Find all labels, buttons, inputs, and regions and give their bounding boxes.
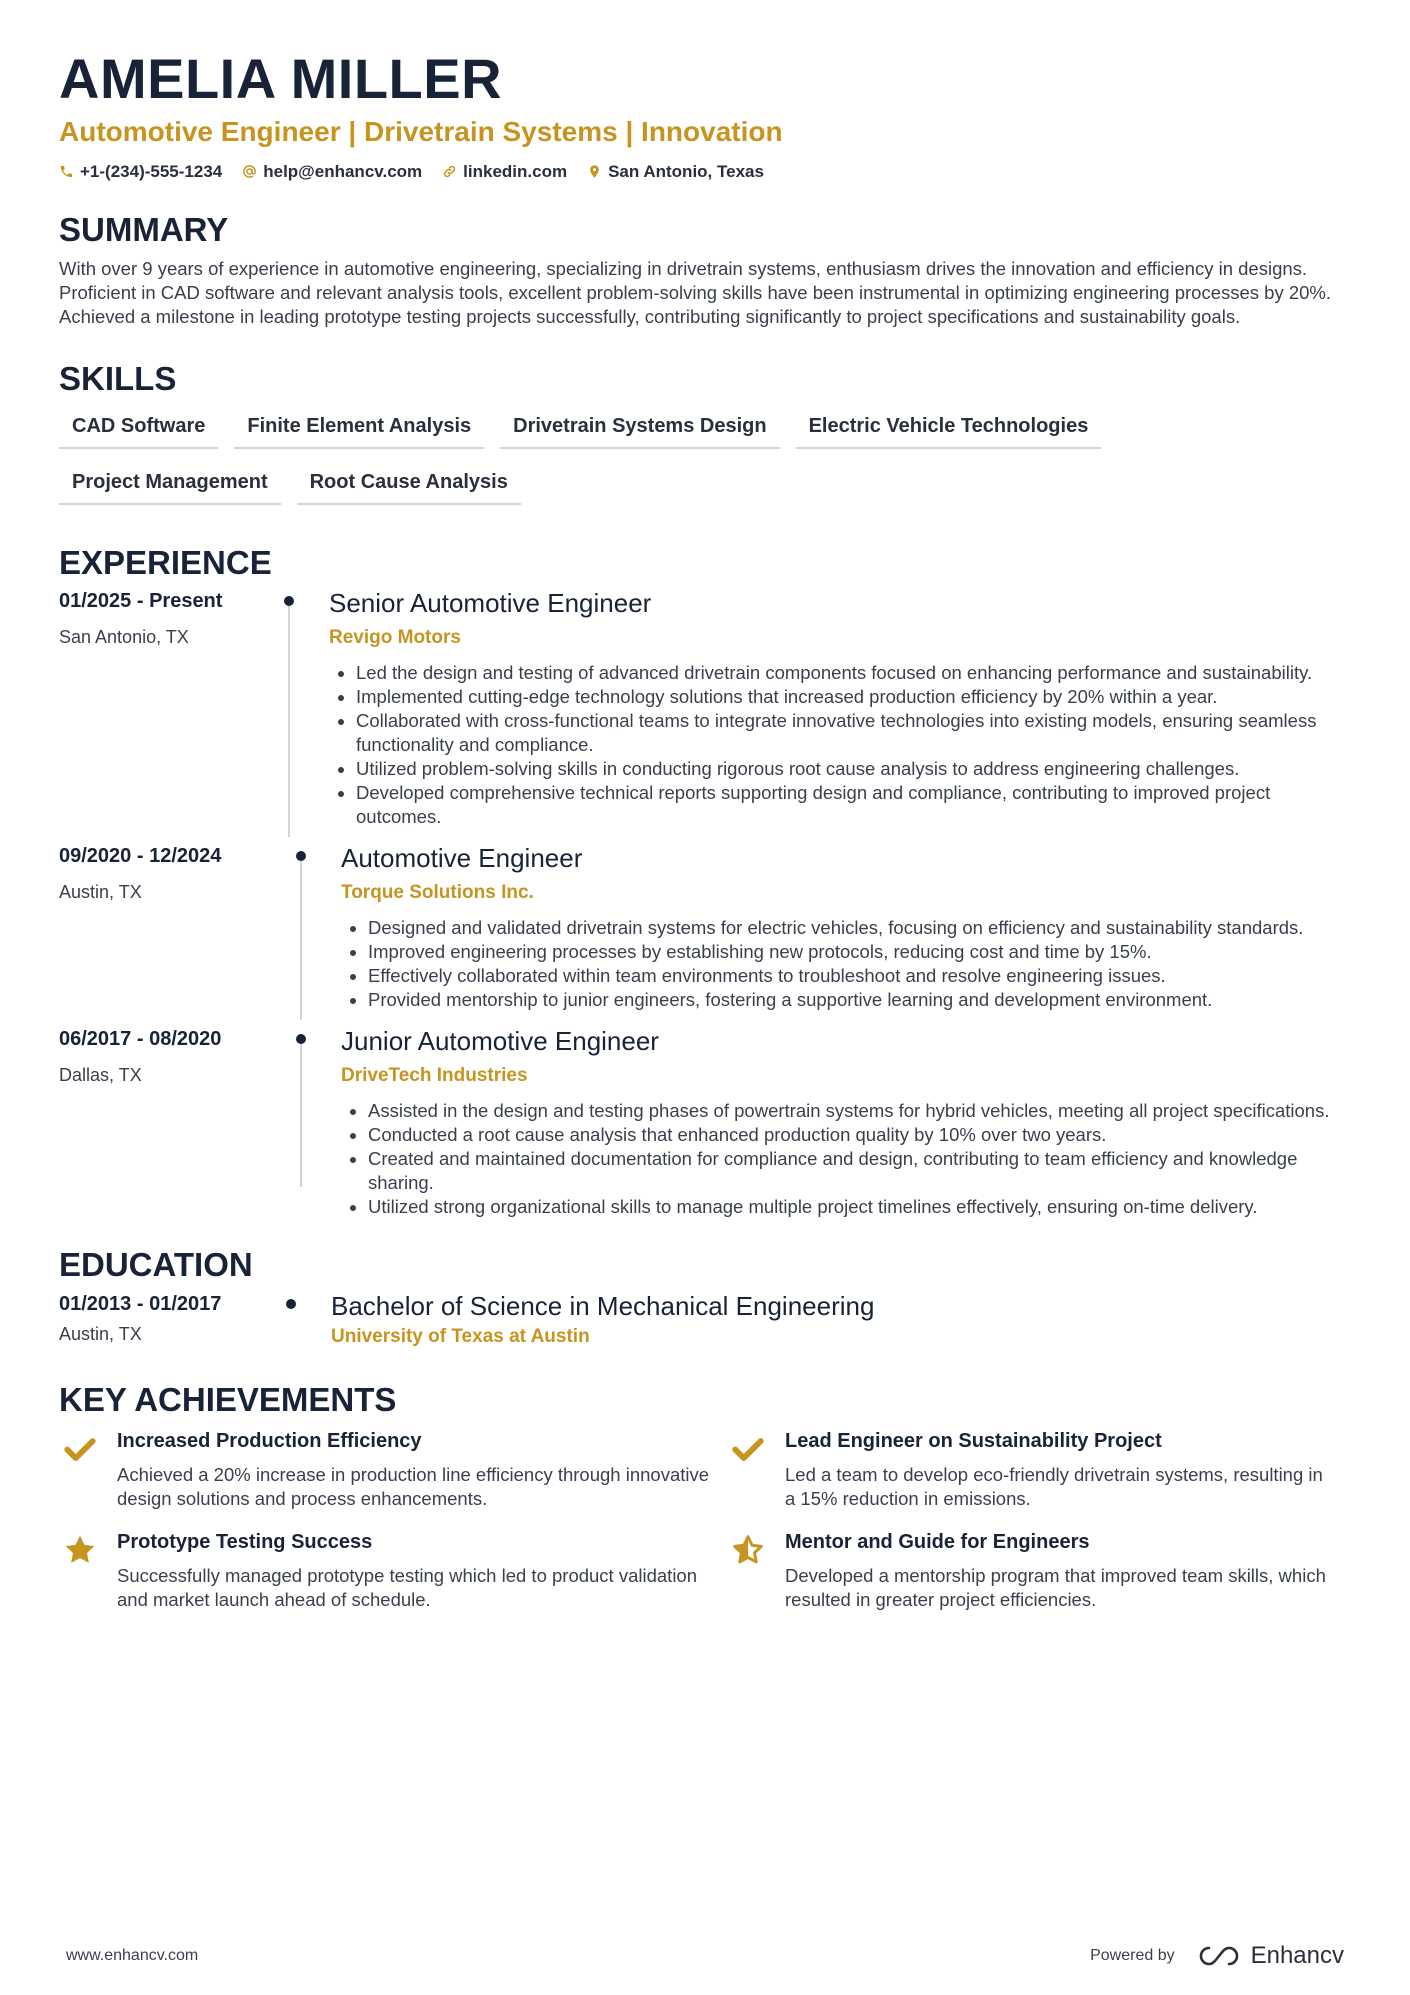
experience-dates: 09/2020 - 12/2024	[59, 845, 222, 868]
achievement-title: Mentor and Guide for Engineers	[785, 1530, 1090, 1553]
education-body	[291, 1285, 1351, 1356]
achievement-item	[727, 1531, 1327, 1612]
education-heading: EDUCATION	[59, 1246, 253, 1284]
star-icon	[63, 1533, 97, 1567]
timeline-line	[288, 606, 290, 837]
experience-dates: 01/2025 - Present	[59, 590, 223, 613]
at-icon	[242, 164, 257, 179]
contact-email-text: help@enhancv.com	[263, 161, 423, 181]
experience-role: Senior Automotive Engineer	[329, 588, 652, 619]
experience-bullet: • Developed comprehensive technical reports supporting design and compliance, contributing to improved project outcomes.	[356, 781, 1351, 829]
resume-content	[59, 40, 1351, 1612]
achievement-icon-wrap	[727, 1531, 769, 1575]
enhancv-logo-text: Enhancv	[1250, 1942, 1344, 1969]
summary-section	[59, 210, 1351, 330]
experience-role: Junior Automotive Engineer	[341, 1026, 659, 1057]
powered-by-label: Powered by	[1090, 1947, 1175, 1964]
achievement-desc: Achieved a 20% increase in production line efficiency through innovative design solutions and process enhancements.	[117, 1463, 710, 1509]
experience-bullet: • Effectively collaborated within team environments to troubleshoot and resolve engineering issues.	[368, 964, 1351, 988]
link-icon	[442, 164, 457, 179]
education-entry	[59, 1285, 1351, 1356]
achievements-grid	[59, 1430, 1351, 1612]
achievement-text	[785, 1531, 1327, 1612]
enhancv-logo-icon	[1197, 1944, 1243, 1968]
education-section	[59, 1245, 1351, 1356]
contact-phone[interactable]	[59, 162, 222, 182]
experience-body	[289, 582, 1351, 837]
experience-location: San Antonio, TX	[59, 627, 189, 648]
education-meta	[59, 1285, 291, 1356]
education-school: University of Texas at Austin	[331, 1325, 590, 1347]
experience-bullet: • Utilized problem-solving skills in conducting rigorous root cause analysis to address engineering challenges.	[356, 757, 1351, 781]
enhancv-logo[interactable]	[1197, 1942, 1344, 1970]
contact-row	[59, 162, 1351, 182]
experience-bullets	[341, 916, 1351, 1012]
experience-meta	[59, 837, 301, 1020]
experience-bullet: • Designed and validated drivetrain systems for electric vehicles, focusing on efficiency and sustainability standards.	[368, 916, 1351, 940]
experience-bullet: • Provided mentorship to junior engineers, fostering a supportive learning and development environment.	[368, 988, 1351, 1012]
experience-bullets	[329, 661, 1351, 829]
experience-company: Revigo Motors	[329, 627, 461, 649]
skill-tag: Electric Vehicle Technologies	[796, 409, 1102, 449]
experience-meta	[59, 1020, 301, 1227]
footer-website[interactable]: www.enhancv.com	[66, 1947, 199, 1964]
summary-text: With over 9 years of experience in automotive engineering, specializing in drivetrain systems, enthusiasm drives the innovation and efficiency in designs. Proficient in CAD software and relevant analysis tools, excellent problem-solving skills have been instrumental in optimizing engineering processes by 20%. Achieved a milestone in leading prototype testing projects successfully, contributing significantly to project specifications and sustainability goals.	[59, 258, 1332, 328]
skill-tag: CAD Software	[59, 409, 218, 449]
experience-company: DriveTech Industries	[341, 1065, 528, 1087]
header	[59, 48, 1351, 182]
achievement-desc: Led a team to develop eco-friendly drivetrain systems, resulting in a 15% reduction in emissions.	[785, 1463, 1323, 1509]
contact-location-text: San Antonio, Texas	[608, 161, 764, 181]
experience-bullet: • Conducted a root cause analysis that enhanced production quality by 10% over two years.	[368, 1123, 1351, 1147]
achievements-heading: KEY ACHIEVEMENTS	[59, 1380, 397, 1418]
candidate-name: AMELIA MILLER	[59, 47, 503, 110]
achievement-desc: Developed a mentorship program that improved team skills, which resulted in greater project efficiencies.	[785, 1564, 1326, 1610]
footer-brand	[1090, 1942, 1344, 1970]
contact-linkedin[interactable]	[442, 162, 567, 182]
experience-role: Automotive Engineer	[341, 843, 583, 874]
experience-bullets	[341, 1099, 1351, 1219]
experience-entry	[59, 837, 1351, 1020]
experience-entry	[59, 582, 1351, 837]
contact-email[interactable]	[242, 162, 422, 182]
summary-heading: SUMMARY	[59, 210, 229, 248]
achievement-title: Lead Engineer on Sustainability Project	[785, 1429, 1162, 1452]
star-outline-icon	[731, 1533, 765, 1567]
achievement-desc: Successfully managed prototype testing which led to product validation and market launch ahead of schedule.	[117, 1564, 698, 1610]
achievements-section	[59, 1380, 1351, 1612]
education-location: Austin, TX	[59, 1323, 142, 1344]
experience-bullet: • Improved engineering processes by establishing new protocols, reducing cost and time by 15%.	[368, 940, 1351, 964]
experience-body	[301, 837, 1351, 1020]
achievement-title: Increased Production Efficiency	[117, 1429, 422, 1452]
achievement-item	[59, 1430, 727, 1511]
skills-section	[59, 359, 1351, 505]
timeline-dot	[286, 1299, 296, 1309]
footer	[66, 1942, 1344, 1970]
candidate-title: Automotive Engineer | Drivetrain Systems | Innovation	[59, 115, 783, 147]
checkmark-icon	[63, 1432, 97, 1466]
skill-tag: Drivetrain Systems Design	[500, 409, 779, 449]
experience-body	[301, 1020, 1351, 1227]
skills-heading: SKILLS	[59, 360, 177, 398]
experience-bullet: • Collaborated with cross-functional teams to integrate innovative technologies into existing models, ensuring seamless functionality and compliance.	[356, 709, 1351, 757]
achievement-text	[117, 1430, 727, 1511]
experience-entry	[59, 1020, 1351, 1227]
timeline-line	[300, 861, 302, 1020]
skill-tag: Root Cause Analysis	[297, 465, 521, 505]
skills-list	[59, 409, 1259, 505]
experience-meta	[59, 582, 289, 837]
experience-location: Dallas, TX	[59, 1065, 142, 1086]
timeline-line	[300, 1044, 302, 1187]
contact-phone-text: +1-(234)-555-1234	[80, 161, 223, 181]
achievement-text	[785, 1430, 1327, 1511]
contact-linkedin-text: linkedin.com	[463, 161, 568, 181]
contact-location	[587, 162, 764, 182]
achievement-icon-wrap	[59, 1531, 101, 1575]
experience-bullet: • Assisted in the design and testing phases of powertrain systems for hybrid vehicles, meeting all project specifications.	[368, 1099, 1351, 1123]
skill-tag: Finite Element Analysis	[234, 409, 484, 449]
experience-bullet: • Implemented cutting-edge technology solutions that increased production efficiency by 20% within a year.	[356, 685, 1351, 709]
experience-company: Torque Solutions Inc.	[341, 882, 534, 904]
experience-section	[59, 543, 1351, 1228]
education-dates: 01/2013 - 01/2017	[59, 1292, 222, 1315]
achievement-icon-wrap	[59, 1430, 101, 1474]
experience-heading: EXPERIENCE	[59, 543, 272, 581]
achievement-title: Prototype Testing Success	[117, 1530, 373, 1553]
experience-bullet: • Utilized strong organizational skills to manage multiple project timelines effectively, ensuring on-time delivery.	[368, 1195, 1351, 1219]
achievement-icon-wrap	[727, 1430, 769, 1474]
experience-dates: 06/2017 - 08/2020	[59, 1028, 222, 1051]
achievement-item	[59, 1531, 727, 1612]
achievement-item	[727, 1430, 1327, 1511]
skill-tag: Project Management	[59, 465, 281, 505]
phone-icon	[59, 164, 74, 179]
location-pin-icon	[587, 164, 602, 179]
experience-location: Austin, TX	[59, 882, 142, 903]
achievement-text	[117, 1531, 727, 1612]
experience-bullet: • Led the design and testing of advanced drivetrain components focused on enhancing performance and sustainability.	[356, 661, 1351, 685]
experience-bullet: • Created and maintained documentation for compliance and design, contributing to team efficiency and knowledge sharing.	[368, 1147, 1351, 1195]
checkmark-icon	[731, 1432, 765, 1466]
education-degree: Bachelor of Science in Mechanical Engineering	[331, 1290, 875, 1321]
